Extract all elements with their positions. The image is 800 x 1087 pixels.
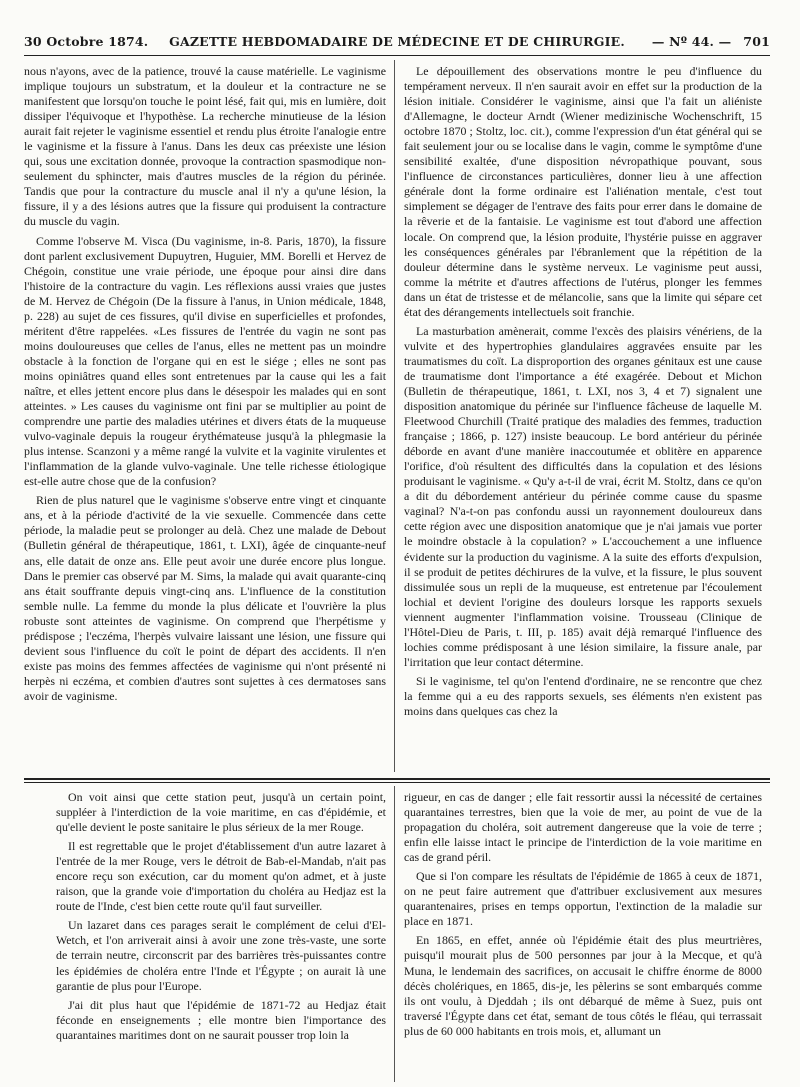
- paragraph: Comme l'observe M. Visca (Du vaginisme, in-8. Paris, 1870), la fissure dont parlent exclusivement Dupuytren, Huguier, MM. Borelli et Hervez de Chégoin, constitue une vraie période, une époque pour ainsi dire dans l'histoire de la contracture du vagin. Les réflexions aussi vraies que justes de M. Hervez de Chégoin (De la fissure à l'anus, in Union médicale, 1848, p. 228) au sujet de ces fissures, qu'il divise en superficielles et profondes, méritent d'être rappelées. «Les fissures de l'entrée du vagin ne sont pas moins douloureuses que celles de l'anus, elles ne mettent pas un moindre obstacle à la fonction de l'organe qui en est le siége ; elles ne sont pas moins opiniâtres quand elles sont entretenues par la cause qui les a fait naître, et elles jettent encore plus dans le désespoir les malades qui en sont atteintes. » Les causes du vaginisme ont fini par se multiplier au point de comprendre une partie des maladies utérines et divers états de la muqueuse vulvo-vaginale depuis la rougeur érythémateuse jusqu'à la phlegmasie la plus intense. Scanzoni y a même rangé la vulvite et la vaginite virulentes et l'inflammation de la glande vulvo-vaginale. Une telle richesse étiologique est-elle autre chose que de la confusion?: [24, 233, 386, 489]
- header-rule: [24, 55, 770, 56]
- paragraph: Le dépouillement des observations montre le peu d'influence du tempérament nerveux. Il n'en saurait avoir en effet sur la production de la lésion initiale. Considérer le vaginisme, ainsi que l'a fait un aliéniste d'Allemagne, le docteur Arndt (Wiener medizinische Wochenschrift, 15 octobre 1870 ; Stoltz, loc. cit.), comme l'expression d'un état général qui se fait seulement jour ou se localise dans le vagin, comme le symptôme d'une sensibilité exaltée, d'une disposition névropathique pouvant, sous l'influence de circonstances particulières, donner lieu à une affection générale dont la forme ordinaire est l'aliénation mentale, c'est tout simplement se dégager de l'entrave des faits pour errer dans le domaine de la rêverie et de la fantaisie. Le vaginisme est tout d'abord une affection locale. On comprend que, la lésion produite, l'hystérie puisse en aggraver les conséquences générales par l'ébranlement que la répétition de la douleur détermine dans le système nerveux. Le vaginisme peut aussi, comme la métrite et d'autres affections de l'utérus, plonger les femmes dans un état de tristesse et de mélancolie, sans que la limite qui sépare cet état des dérangements intellectuels soit franchie.: [404, 64, 762, 319]
- column-divider: [394, 786, 395, 1082]
- issue-number: — Nº 44. —: [651, 34, 732, 49]
- paragraph: La masturbation amènerait, comme l'excès des plaisirs vénériens, de la vulvite et des hypertrophies glandulaires aggravées ensuite par les traumatismes du coït. La disproportion des organes génitaux est une cause de traumatisme dont l'importance a été exagérée. Debout et Michon (Bulletin de thérapeutique, 1861, t. LXI, nos 3, 4 et 7) signalent une disposition anatomique du périnée sur l'influence fâcheuse de laquelle M. Fleetwood Churchill (Traité pratique des maladies des femmes, traduction française ; 1866, p. 127) insiste beaucoup. Le bord antérieur du périnée déborde en avant d'une manière inaccoutumée et oblitère en apparence l'orifice, d'où résultent des difficultés dans la copulation et des lésions produisant le vaginisme. « Qu'y a-t-il de vrai, écrit M. Stoltz, dans ce qu'on a dit du débordement antérieur du périnée comme cause du spasme vaginal? N'a-t-on pas confondu aussi un rayonnement douloureux dans cette région avec une disposition anatomique que je n'ai jamais vue porter le moindre obstacle à la copulation? » L'accouchement a une influence évidente sur la production du vaginisme. A la suite des efforts d'expulsion, il se produit de petites déchirures de la vulve, et la fissure, le plus souvent dissimulée sous un repli de la muqueuse, est entretenue par l'écoulement lochial et devient l'origine des douleurs lorsque les rapports sexuels viennent augmenter l'inflammation voisine. Trousseau (Clinique de l'Hôtel-Dieu de Paris, t. III, p. 185) avait déjà remarqué l'influence des lochies comme prédisposant à une lésion similaire, la fissure anale, par l'irritation que leur contact détermine.: [404, 323, 762, 669]
- section-divider-thin: [24, 782, 770, 783]
- article-column-left: [24, 64, 386, 772]
- feuilleton-column-right: [404, 790, 762, 1080]
- issue-number-and-page: [652, 34, 770, 49]
- paragraph: On voit ainsi que cette station peut, jusqu'à un certain point, suppléer à l'interdiction de la voie maritime, en cas d'épidémie, et qu'elle devient le poste sanitaire le plus sérieux de la mer Rouge.: [56, 790, 386, 835]
- column-divider: [394, 60, 395, 772]
- paragraph: Rien de plus naturel que le vaginisme s'observe entre vingt et cinquante ans, et à la période d'activité de la vie sexuelle. Commencée dans cette période, la maladie peut se prolonger au delà. Chez une malade de Debout (Bulletin général de thérapeutique, 1861, t. LXI), âgée de cinquante-neuf ans, elle datait de onze ans. Elle peut avoir une durée encore plus longue. Dans le premier cas observé par M. Sims, la malade qui avait quarante-cinq ans était souffrante depuis vingt-cinq ans. L'influence de la constitution semble nulle. La femme du monde la plus délicate et l'ouvrière la plus robuste sont atteintes de vaginisme. On comprend que l'herpétisme y prédispose ; l'eczéma, l'herpès vulvaire laissant une lésion, une fissure qui devient sous l'influence du coït le point de départ des accidents. Il n'en existe pas moins des femmes affectées de vaginisme qui n'ont présenté ni herpès ni eczéma, et combien d'autres sont sujettes à ces dermatoses sans avoir de vaginisme.: [24, 493, 386, 703]
- paragraph: Il est regrettable que le projet d'établissement d'un autre lazaret à l'entrée de la mer Rouge, vers le détroit de Bab-el-Mandab, n'ait pas encore reçu son exécution, car du moment qu'on admet, et à juste raison, que la grande voie d'importation du choléra au Hedjaz est la route de l'Inde, c'est bien cette route qu'il faut surveiller.: [56, 839, 386, 914]
- paragraph: Un lazaret dans ces parages serait le complément de celui d'El-Wetch, et l'on arriverait ainsi à avoir une zone très-vaste, une sorte de terrain neutre, circonscrit par des barrières très-puissantes contre les épidémies de choléra entre l'Inde et l'Égypte ; on aurait là une garantie de plus pour l'Europe.: [56, 918, 386, 993]
- paragraph: nous n'ayons, avec de la patience, trouvé la cause matérielle. Le vaginisme implique toujours un substratum, et la douleur et la contracture ne se manifestent que lorsqu'on touche le point lésé, fait qui, mis en lumière, doit dissiper l'équivoque et l'hypothèse. La recherche minutieuse de la lésion aurait fait rejeter le vaginisme essentiel et rendu plus étroite l'analogie entre le vaginisme et la fissure à l'anus. Dans les deux cas préexiste une lésion qui, sous une excitation donnée, provoque la contraction spasmodique non-seulement du sphincter, mais d'autres muscles de la région du périnée. Tandis que pour la contracture du muscle anal il n'y a qu'une lésion, la fissure, il y a des lésions autres que la fissure qui produisent la contracture du muscle du vagin.: [24, 64, 386, 229]
- paragraph: rigueur, en cas de danger ; elle fait ressortir aussi la nécessité de certaines quarantaines terrestres, bien que la voie de mer, au point de vue de la propagation du choléra, soit autrement dangereuse que la voie de terre ; enfin elle laisse intact le principe de l'interdiction de la voie maritime en cas de grand péril.: [404, 790, 762, 865]
- issue-date: 30 Octobre 1874.: [24, 34, 149, 49]
- paragraph: Si le vaginisme, tel qu'on l'entend d'ordinaire, ne se rencontre que chez la femme qui a eu des rapports sexuels, ses éléments n'en existent pas moins dans quelques cas chez la: [404, 673, 762, 718]
- paragraph: En 1865, en effet, année où l'épidémie était des plus meurtrières, puisqu'il mourait plus de 500 personnes par jour à la Mecque, et qu'à Muna, le lendemain des sacrifices, on accusait le chiffre énorme de 8000 décès cholériques, en 1865, dis-je, les pèlerins se sont embarqués comme ils ont voulu, à Djeddah ; ils ont débarqué de même à Suez, puis ont traversé l'Égypte dans cet état, semant de tous côtés le fléau, qui terrassait plus de 60 000 habitants en trois mois, et, allumant un: [404, 933, 762, 1038]
- page-number: 701: [743, 34, 770, 49]
- section-divider: [24, 778, 770, 780]
- journal-title: GAZETTE HEBDOMADAIRE DE MÉDECINE ET DE CHIRURGIE.: [169, 34, 625, 49]
- paragraph: Que si l'on compare les résultats de l'épidémie de 1865 à ceux de 1871, on ne peut faire autrement que d'attribuer exclusivement aux mesures quarantenaires, prises en temps opportun, l'extinction de la maladie sur place en 1871.: [404, 869, 762, 929]
- article-column-right: [404, 64, 762, 772]
- running-header: [24, 34, 770, 52]
- feuilleton-column-left: [56, 790, 386, 1080]
- paragraph: J'ai dit plus haut que l'épidémie de 1871-72 au Hedjaz était féconde en enseignements ; elle montre bien l'importance des quarantaines maritimes dont on ne saurait pousser trop loin la: [56, 997, 386, 1042]
